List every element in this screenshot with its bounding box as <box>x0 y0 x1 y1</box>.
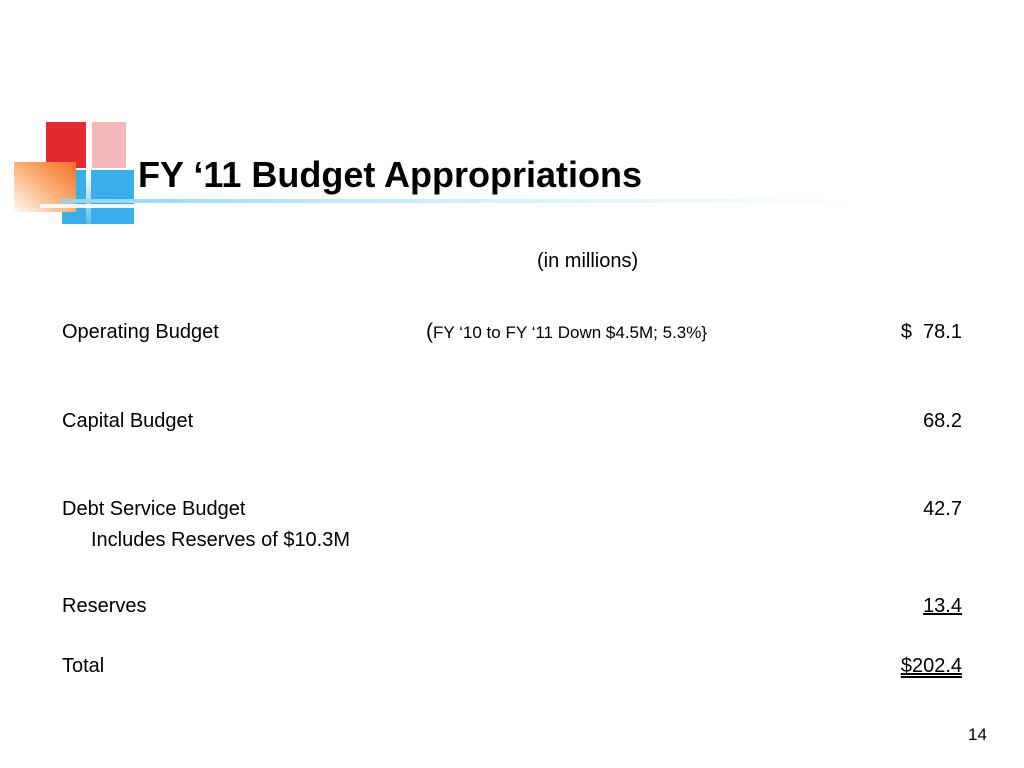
page-number: 14 <box>968 725 987 744</box>
operating-budget-note <box>426 320 707 346</box>
note-open-paren: ( <box>426 320 433 343</box>
debt-service-sublabel: Includes Reserves of $10.3M <box>91 529 351 551</box>
note-text: FY ‘10 to FY ‘11 Down $4.5M; 5.3%} <box>433 323 708 342</box>
reserves-label: Reserves <box>62 595 147 617</box>
capital-budget-amount: 68.2 <box>923 410 962 432</box>
total-label: Total <box>62 655 105 677</box>
capital-budget-label: Capital Budget <box>62 410 194 432</box>
logo-horizontal-line <box>40 204 140 208</box>
slide-logo-squares <box>0 0 140 240</box>
operating-budget-amount <box>901 320 962 344</box>
red-square <box>46 122 86 168</box>
red-square-right <box>92 122 126 168</box>
logo-vertical-line <box>86 110 91 235</box>
units-note: (in millions) <box>537 250 639 272</box>
debt-service-label: Debt Service Budget <box>62 498 246 520</box>
slide-title: FY ‘11 Budget Appropriations <box>138 154 643 195</box>
operating-budget-label: Operating Budget <box>62 321 219 343</box>
title-underline-rule <box>60 199 860 203</box>
currency-symbol: $ <box>900 321 912 343</box>
reserves-amount: 13.4 <box>923 595 962 617</box>
debt-service-amount: 42.7 <box>923 498 962 520</box>
total-amount: $202.4 <box>900 655 962 677</box>
operating-amount-value: 78.1 <box>923 321 962 343</box>
